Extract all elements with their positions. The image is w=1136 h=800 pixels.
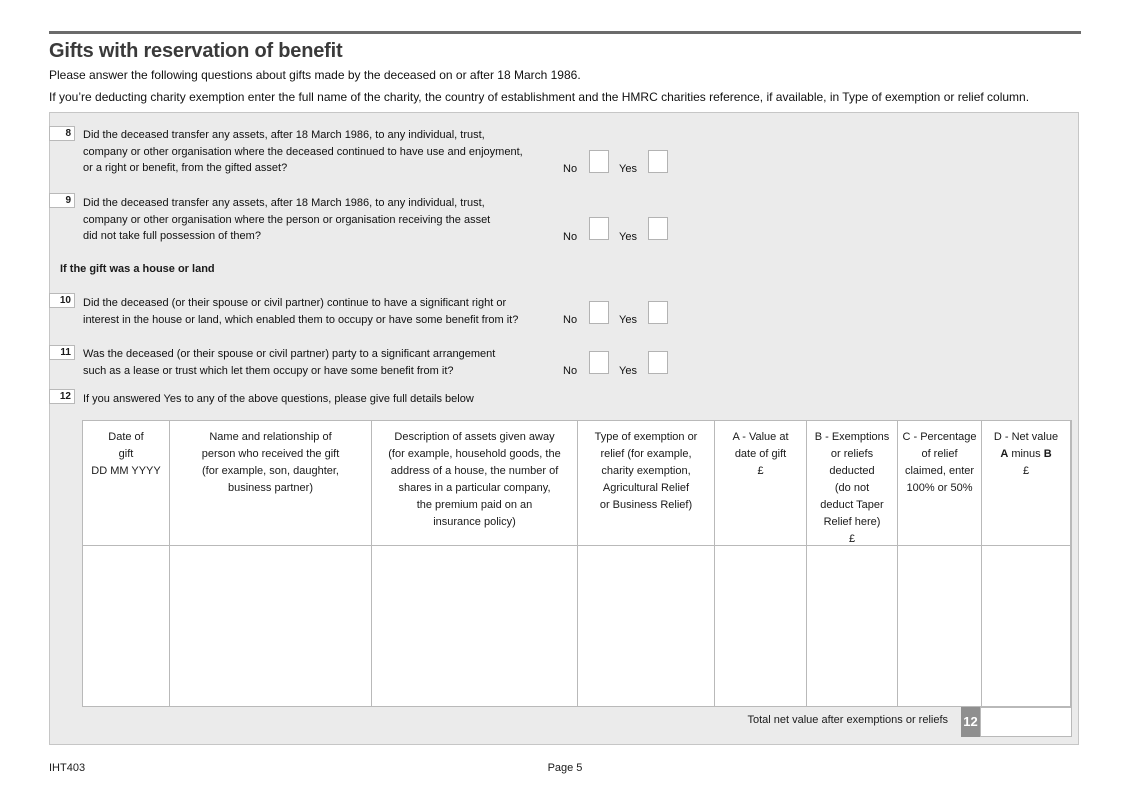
question-9-yes-label: Yes [619, 231, 637, 243]
column-percentage-c[interactable] [898, 421, 982, 706]
column-value-a[interactable] [715, 421, 807, 706]
question-8-text [83, 127, 523, 177]
question-11-text [83, 346, 495, 379]
column-header [170, 429, 371, 497]
header-line: £ [848, 533, 856, 545]
page-number: Page 5 [547, 762, 583, 774]
column-exemption-type[interactable] [578, 421, 715, 706]
question-11-line: such as a lease or trust which let them occupy or have some benefit from it? [83, 364, 454, 377]
header-line: £ [1022, 465, 1030, 477]
gifts-table [82, 420, 1072, 707]
header-line: Agricultural Relief [602, 482, 690, 494]
header-line: date of gift [734, 448, 787, 460]
header-line: shares in a particular company, [398, 482, 551, 494]
header-line: relief (for example, [600, 448, 692, 460]
column-recipient[interactable] [170, 421, 372, 706]
header-line: C - Percentage [902, 431, 977, 443]
question-11-number: 11 [49, 345, 75, 360]
question-12-number: 12 [49, 389, 75, 404]
question-9-line: company or other organisation where the person or organisation receiving the asset [83, 213, 491, 226]
column-header [83, 429, 169, 480]
intro-text-2: If you’re deducting charity exemption enter the full name of the charity, the country of establishment and the HMRC charities reference, if available, in Type of exemption or relief column. [49, 90, 1030, 104]
question-8-no-label: No [563, 163, 578, 175]
header-line: (for example, household goods, the [388, 448, 561, 460]
header-line [986, 446, 1066, 463]
header-bold-b: B [1043, 448, 1052, 460]
question-9-no-label: No [563, 231, 578, 243]
question-10-number: 10 [49, 293, 75, 308]
page-title: Gifts with reservation of benefit [49, 40, 343, 62]
header-line: deducted [829, 465, 875, 477]
house-or-land-subheading: If the gift was a house or land [60, 263, 215, 275]
header-line: Name and relationship of [209, 431, 332, 443]
header-bold-a: A [1000, 448, 1009, 460]
question-11-yes-checkbox[interactable] [648, 351, 668, 374]
header-minus-text: minus [1008, 448, 1044, 460]
header-line: Date of [108, 431, 144, 443]
header-line: deduct Taper [820, 499, 884, 511]
form-code: IHT403 [49, 762, 86, 774]
question-12-line: If you answered Yes to any of the above questions, please give full details below [83, 393, 474, 405]
header-line: claimed, enter [904, 465, 975, 477]
question-11-no-label: No [563, 365, 578, 377]
total-net-value-label: Total net value after exemptions or reliefs [747, 714, 948, 726]
column-exemptions-b[interactable] [807, 421, 898, 706]
header-line: DD MM YYYY [91, 465, 161, 477]
question-10-no-label: No [563, 314, 578, 326]
column-header [715, 429, 806, 480]
total-box-number: 12 [961, 707, 980, 737]
question-10-line: Did the deceased (or their spouse or civil partner) continue to have a significant right or [83, 297, 507, 309]
table-header-divider [83, 545, 1071, 546]
question-10-yes-label: Yes [619, 314, 637, 326]
total-net-value-input[interactable] [980, 707, 1072, 737]
question-11-yes-label: Yes [619, 365, 637, 377]
question-9-text [83, 195, 490, 245]
column-header [372, 429, 577, 531]
top-rule [49, 31, 1081, 34]
question-8-number: 8 [49, 126, 75, 141]
question-10-no-checkbox[interactable] [589, 301, 609, 324]
column-date-of-gift[interactable] [83, 421, 170, 706]
question-8-no-checkbox[interactable] [589, 150, 609, 173]
header-line: or reliefs [830, 448, 874, 460]
column-header [898, 429, 981, 497]
question-8-line: Did the deceased transfer any assets, after 18 March 1986, to any individual, trust, [83, 129, 485, 141]
header-line: or Business Relief) [599, 499, 693, 511]
column-header [982, 429, 1070, 480]
question-9-line: did not take full possession of them? [83, 230, 261, 242]
column-header [807, 429, 897, 548]
header-line: of relief [921, 448, 958, 460]
header-line: Relief here) [823, 516, 881, 528]
question-8-yes-checkbox[interactable] [648, 150, 668, 173]
header-line: B - Exemptions [814, 431, 890, 443]
header-line: £ [757, 465, 764, 477]
header-line: (do not [834, 482, 870, 494]
question-10-line: interest in the house or land, which enabled them to occupy or have some benefit from it? [83, 313, 519, 326]
header-line: Type of exemption or [594, 431, 698, 443]
question-9-number: 9 [49, 193, 75, 208]
question-8-line: or a right or benefit, from the gifted asset? [83, 162, 288, 174]
question-10-yes-checkbox[interactable] [648, 301, 668, 324]
question-8-line: company or other organisation where the deceased continued to have use and enjoyment, [83, 145, 523, 158]
column-header [578, 429, 714, 514]
question-10-text [83, 295, 518, 328]
question-11-no-checkbox[interactable] [589, 351, 609, 374]
question-9-yes-checkbox[interactable] [648, 217, 668, 240]
header-line: (for example, son, daughter, [202, 465, 339, 477]
question-12-text [83, 391, 474, 408]
header-line: 100% or 50% [906, 482, 973, 494]
column-net-value-d[interactable] [982, 421, 1071, 706]
question-8-yes-label: Yes [619, 163, 637, 175]
question-9-line: Did the deceased transfer any assets, after 18 March 1986, to any individual, trust, [83, 197, 485, 209]
header-line: address of a house, the number of [390, 465, 559, 477]
question-9-no-checkbox[interactable] [589, 217, 609, 240]
intro-text-1: Please answer the following questions about gifts made by the deceased on or after 18 March 1986. [49, 68, 581, 82]
header-line: business partner) [228, 482, 313, 494]
question-11-line: Was the deceased (or their spouse or civil partner) party to a significant arrangement [83, 348, 496, 360]
header-line: charity exemption, [601, 465, 691, 477]
header-line: insurance policy) [433, 516, 516, 528]
header-line: A - Value at [732, 431, 789, 443]
header-line: Description of assets given away [394, 431, 555, 443]
header-line: person who received the gift [201, 448, 340, 460]
column-description[interactable] [372, 421, 578, 706]
header-line: gift [118, 448, 134, 460]
header-line: D - Net value [993, 431, 1059, 443]
header-line: the premium paid on an [416, 499, 533, 511]
